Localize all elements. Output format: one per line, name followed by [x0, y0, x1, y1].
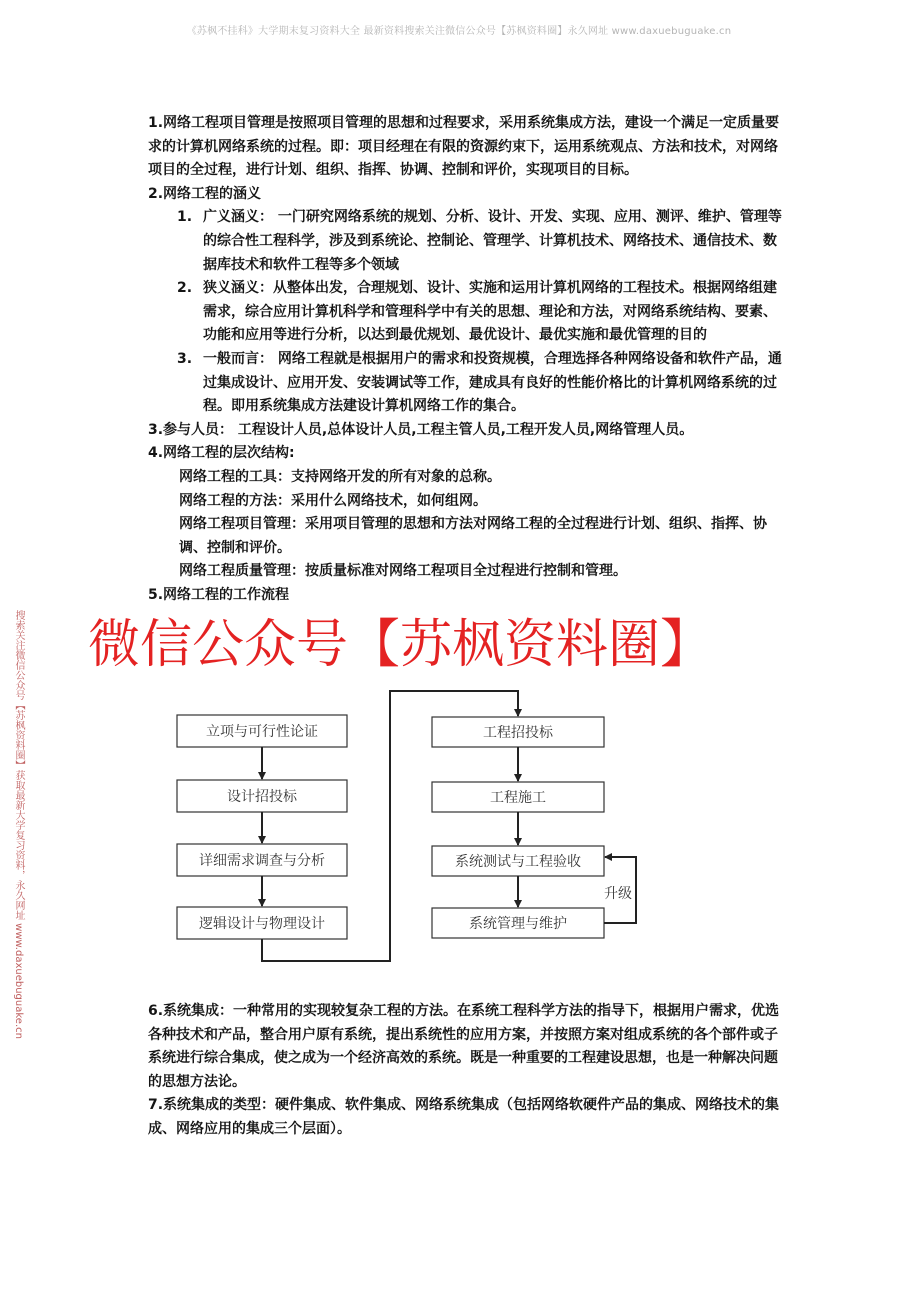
list-text: 广义涵义： 一门研究网络系统的规划、分析、设计、开发、实现、应用、测评、维护、管理等的综合性工程科学，涉及到系统论、控制论、管理学、计算机技术、网络技术、通信技术、数据库技术和软件工程等多个领域 [203, 209, 782, 273]
list-text: 狭义涵义：从整体出发，合理规划、设计、实施和运用计算机网络的工程技术。根据网络组建需求，综合应用计算机科学和管理科学中有关的思想、理论和方法，对网络系统结构、要素、功能和应用等进行分析，以达到最优规划、最优设计、最优实施和最优管理的目的 [203, 280, 777, 344]
flow-box-left-4 [177, 907, 347, 939]
section-4-line: 网络工程的工具：支持网络开发的所有对象的总称。 [179, 468, 501, 485]
section-2-title: 2.网络工程的涵义 [148, 185, 262, 202]
section-2-list [148, 206, 783, 418]
flow-box-right-2 [432, 782, 604, 812]
workflow-svg [160, 685, 660, 975]
list-number: 2. [177, 280, 193, 297]
flow-box-right-3 [432, 846, 604, 876]
section-4-line: 网络工程项目管理：采用项目管理的思想和方法对网络工程的全过程进行计划、组织、指挥、协调、控制和评价。 [179, 516, 767, 556]
list-number: 1. [177, 209, 193, 226]
flow-box-left-3 [177, 844, 347, 876]
section-7: 7.系统集成的类型：硬件集成、软件集成、网络系统集成（包括网络软硬件产品的集成、网络技术的集成、网络应用的集成三个层面）。 [148, 1097, 780, 1137]
list-item [148, 348, 783, 419]
flow-box-label: 设计招投标 [227, 789, 297, 805]
list-item [148, 206, 783, 277]
flow-box-label: 系统管理与维护 [469, 916, 567, 932]
section-1: 1.网络工程项目管理是按照项目管理的思想和过程要求，采用系统集成方法，建设一个满足一定质量要求的计算机网络系统的过程。即：项目经理在有限的资源约束下，运用系统观点、方法和技术，对网络项目的全过程，进行计划、组织、指挥、协调、控制和评价，实现项目的目标。 [148, 115, 780, 179]
flow-box-left-2 [177, 780, 347, 812]
watermark-text: 微信公众号【苏枫资料圈】 [88, 615, 713, 675]
section-5-title: 5.网络工程的工作流程 [148, 586, 290, 603]
flow-box-label: 工程施工 [490, 790, 546, 806]
flow-box-label: 工程招投标 [483, 725, 553, 741]
section-4-line: 网络工程的方法：采用什么网络技术，如何组网。 [179, 492, 487, 509]
flow-box-label: 详细需求调查与分析 [199, 853, 325, 869]
flow-box-label: 逻辑设计与物理设计 [199, 916, 325, 932]
main-content [148, 112, 783, 607]
workflow-diagram [160, 685, 660, 975]
section-6: 6.系统集成：一种常用的实现较复杂工程的方法。在系统工程科学方法的指导下，根据用户需求，优选各种技术和产品，整合用户原有系统，提出系统性的应用方案，并按照方案对组成系统的各个部件或子系统进行综合集成，使之成为一个经济高效的系统。既是一种重要的工程建设思想，也是一种解决问题的思想方法论。 [148, 1003, 780, 1090]
flow-box-right-4 [432, 908, 604, 938]
page-header: 《苏枫不挂科》大学期末复习资料大全 最新资料搜索关注微信公众号【苏枫资料圈】永久网址 www.daxuebuguake.cn [186, 26, 732, 37]
side-watermark-text: 搜索关注微信公众号【苏枫资料圈】获取最新大学复习资料，永久网址 www.daxuebuguake.cn [13, 610, 24, 1039]
list-text: 一般而言： 网络工程就是根据用户的需求和投资规模，合理选择各种网络设备和软件产品，通过集成设计、应用开发、安装调试等工作，建成具有良好的性能价格比的计算机网络系统的过程。即用系统集成方法建设计算机网络工作的集合。 [203, 350, 782, 415]
main-content-bottom [148, 1000, 783, 1142]
section-3: 3.参与人员： 工程设计人员,总体设计人员,工程主管人员,工程开发人员,网络管理人员。 [148, 421, 694, 438]
list-item [148, 277, 783, 348]
flow-box-label: 系统测试与工程验收 [455, 854, 581, 870]
list-number: 3. [177, 350, 193, 367]
section-4-title: 4.网络工程的层次结构: [148, 445, 295, 462]
section-4-line: 网络工程质量管理：按质量标准对网络工程项目全过程进行控制和管理。 [179, 563, 627, 580]
flow-box-right-1 [432, 717, 604, 747]
flow-box-left-1 [177, 715, 347, 747]
flow-box-label: 立项与可行性论证 [206, 724, 318, 740]
upgrade-label: 升级 [604, 886, 632, 902]
